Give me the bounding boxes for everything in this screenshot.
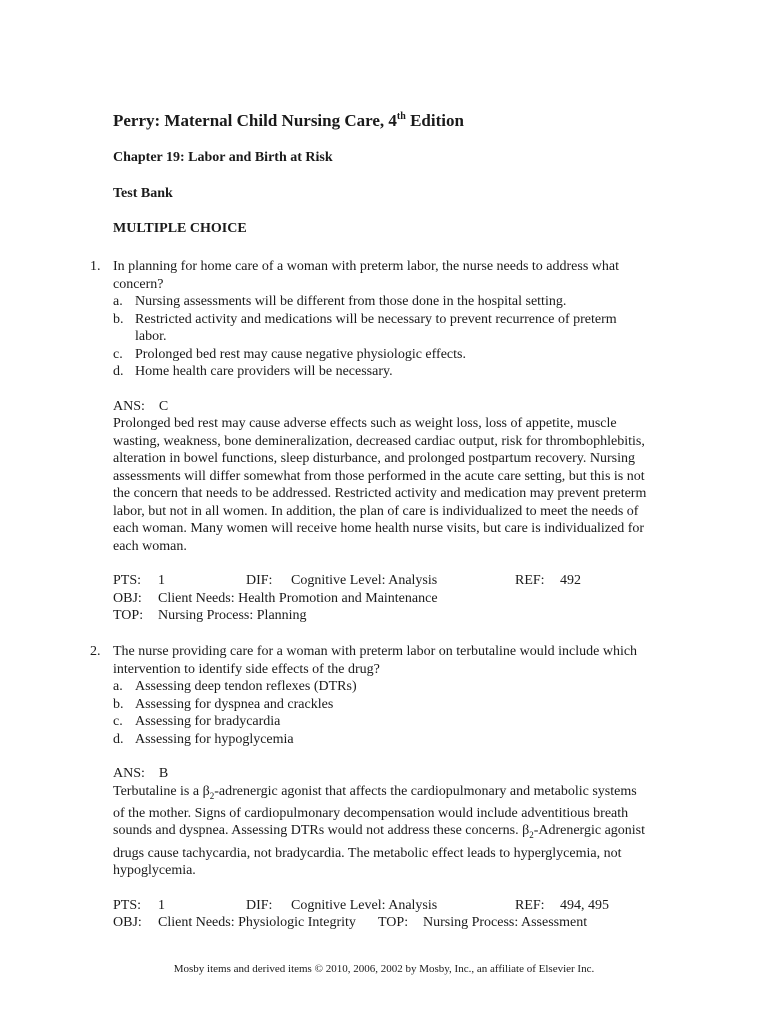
question-metadata: PTS: 1 DIF: Cognitive Level: Analysis REF: 492 OBJ: Client Needs: Health Promotion and Maintenance TOP: Nursing Process: Planning bbox=[113, 573, 581, 623]
beta-symbol: β bbox=[522, 823, 530, 839]
choice-list bbox=[113, 293, 650, 381]
choice-a: a. Assessing deep tendon reflexes (DTRs) bbox=[113, 679, 357, 694]
choice-b: b. Restricted activity and medications will be necessary to prevent recurrence of preterm labor. bbox=[113, 311, 617, 344]
choice-b: b. Assessing for dyspnea and crackles bbox=[113, 696, 334, 712]
rationale-text: Terbutaline is a $\beta_2$-adrenergic agonist that affects the cardiopulmonary and metabolic systems of the mother. Signs of cardiopulmonary decompensation would include adventitious breath sounds and dyspnea. Assessing DTRs would not address these concerns. $\beta_2$-Adrenergic agonist drugs cause tachycardia, not bradycardia. The metabolic effect leads to hyperglycemia, not hypoglycemia. bbox=[113, 783, 646, 879]
book-title: Perry: Maternal Child Nursing Care, 4th Edition bbox=[113, 111, 464, 130]
answer-line: ANS: B bbox=[113, 766, 169, 781]
section-heading: MULTIPLE CHOICE bbox=[113, 221, 247, 236]
question-number: 2. bbox=[90, 644, 101, 659]
question-1 bbox=[90, 258, 650, 625]
choice-c: c. Prolonged bed rest may cause negative physiologic effects. bbox=[113, 346, 466, 362]
rationale-text: Prolonged bed rest may cause adverse effects such as weight loss, loss of appetite, muscle wasting, weakness, bone demineralization, decreased cardiac output, risk for thrombophlebitis, alteration in bowel functions, sleep disturbance, and prolonged postpartum recovery. Nursing assessments will differ somewhat from those performed in the acute care setting, but this is not the concern that needs to be addressed. Restricted activity and medication may prevent preterm labor, but not in all women. In addition, the plan of care is individualized to meet the needs of each woman. Many women will receive home health nurse visits, but care is individualized for each woman. bbox=[113, 416, 647, 554]
choice-d: d. Assessing for hypoglycemia bbox=[113, 731, 294, 747]
question-stem: The nurse providing care for a woman with preterm labor on terbutaline would include which intervention to identify side effects of the drug? bbox=[113, 644, 638, 677]
choice-c: c. Assessing for bradycardia bbox=[113, 714, 281, 729]
choice-list bbox=[113, 678, 650, 748]
beta-symbol: β bbox=[202, 783, 210, 799]
question-2 bbox=[90, 643, 650, 932]
test-bank-heading: Test Bank bbox=[113, 186, 173, 201]
choice-a: a. Nursing assessments will be different from those done in the hospital setting. bbox=[113, 294, 567, 309]
question-metadata: PTS: 1 DIF: Cognitive Level: Analysis REF: 494, 495 OBJ: Client Needs: Physiologic Integrity TOP: Nursing Process: Assessment bbox=[113, 897, 609, 931]
answer-line: ANS: C bbox=[113, 398, 169, 414]
chapter-heading: Chapter 19: Labor and Birth at Risk bbox=[113, 150, 333, 165]
copyright-footer: Mosby items and derived items © 2010, 2006, 2002 by Mosby, Inc., an affiliate of Elsevier Inc. bbox=[173, 963, 595, 975]
choice-d: d. Home health care providers will be necessary. bbox=[113, 364, 393, 379]
question-stem: In planning for home care of a woman with preterm labor, the nurse needs to address what concern? bbox=[113, 259, 619, 292]
question-number: 1. bbox=[90, 259, 101, 274]
